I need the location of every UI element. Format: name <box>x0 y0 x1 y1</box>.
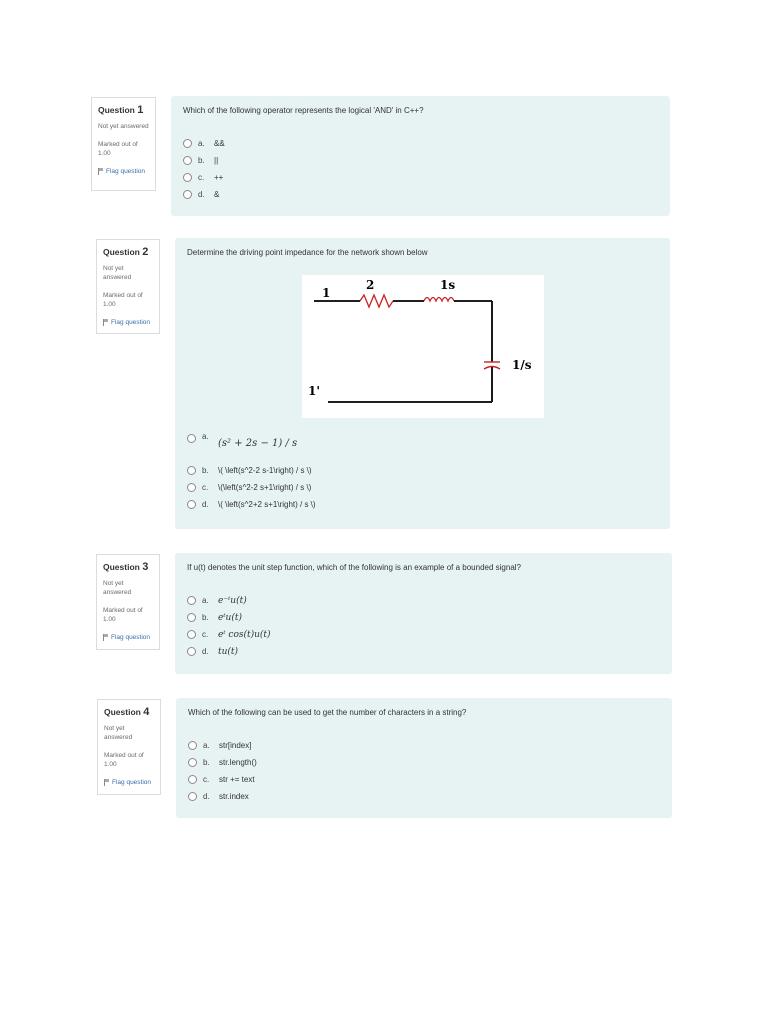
option-text: str += text <box>219 775 255 784</box>
node-label-1: 1 <box>322 286 331 300</box>
radio-button[interactable] <box>188 792 197 801</box>
question-content <box>171 96 670 216</box>
option-letter: a. <box>203 741 210 750</box>
question-number: Question 1 <box>98 104 144 116</box>
flag-label: Flag question <box>111 634 151 641</box>
option-text: \( \left(s^2-2 s-1\right) / s \) <box>218 466 312 475</box>
option-letter: d. <box>198 190 205 199</box>
option-letter: d. <box>203 792 210 801</box>
question-text: Which of the following operator represents the logical 'AND' in C++? <box>183 106 424 115</box>
answer-list <box>183 135 658 203</box>
capacitor-label: 1/s <box>512 358 532 372</box>
question-info <box>97 699 161 795</box>
option-letter: c. <box>203 775 210 784</box>
flag-label: Flag question <box>106 168 146 175</box>
option-text: str[index] <box>219 741 252 750</box>
answer-option-b[interactable] <box>188 754 660 771</box>
flag-icon <box>104 779 109 786</box>
answer-list <box>187 592 660 660</box>
option-text: eᵗu(t) <box>218 612 242 623</box>
radio-button[interactable] <box>183 190 192 199</box>
flag-label: Flag question <box>112 779 152 786</box>
radio-button[interactable] <box>183 156 192 165</box>
option-text: || <box>214 156 219 165</box>
option-text: ++ <box>214 173 224 182</box>
question-grade: Marked out of 1.00 <box>98 141 138 157</box>
flag-icon <box>98 168 103 175</box>
question-grade: Marked out of 1.00 <box>103 607 143 623</box>
answer-option-d[interactable] <box>183 186 658 203</box>
radio-button[interactable] <box>187 613 196 622</box>
option-letter: d. <box>202 500 209 509</box>
node-label-1-prime: 1' <box>308 384 321 398</box>
inductor-label: 1s <box>440 278 456 292</box>
answer-option-c[interactable] <box>188 771 660 788</box>
option-text: str.length() <box>219 758 257 767</box>
answer-option-c[interactable] <box>183 169 658 186</box>
option-text: \( \left(s^2+2 s+1\right) / s \) <box>218 500 316 509</box>
answer-option-a[interactable] <box>187 592 660 609</box>
answer-option-b[interactable] <box>183 152 658 169</box>
question-state: Not yet answered <box>98 123 149 130</box>
flag-question-link[interactable] <box>103 634 153 641</box>
flag-label: Flag question <box>111 319 151 326</box>
answer-option-d[interactable] <box>188 788 660 805</box>
answer-option-b[interactable] <box>187 609 660 626</box>
radio-button[interactable] <box>187 434 196 443</box>
question-content <box>175 238 670 529</box>
question-text: If u(t) denotes the unit step function, which of the following is an example of a bounded signal? <box>187 563 521 572</box>
answer-list <box>188 737 660 805</box>
option-letter: a. <box>198 139 205 148</box>
radio-button[interactable] <box>187 630 196 639</box>
option-letter: c. <box>202 483 209 492</box>
answer-option-c[interactable] <box>187 626 660 643</box>
flag-question-link[interactable] <box>104 779 154 786</box>
flag-question-link[interactable] <box>98 168 149 175</box>
option-text: \(\left(s^2-2 s+1\right) / s \) <box>218 483 312 492</box>
question-text: Which of the following can be used to get the number of characters in a string? <box>188 708 467 717</box>
answer-option-a[interactable] <box>188 737 660 754</box>
answer-option-d[interactable] <box>187 496 658 513</box>
radio-button[interactable] <box>183 139 192 148</box>
option-letter: d. <box>202 647 209 656</box>
question-info <box>96 239 160 334</box>
question-content <box>176 698 672 818</box>
question-number: Question 4 <box>104 706 150 718</box>
resistor-label: 2 <box>366 278 375 292</box>
option-text: str.index <box>219 792 249 801</box>
flag-icon <box>103 319 108 326</box>
option-letter: b. <box>202 466 209 475</box>
radio-button[interactable] <box>187 647 196 656</box>
radio-button[interactable] <box>187 483 196 492</box>
answer-list <box>187 432 658 513</box>
question-content <box>175 553 672 674</box>
option-text: e⁻ᵗu(t) <box>218 595 247 606</box>
radio-button[interactable] <box>183 173 192 182</box>
radio-button[interactable] <box>188 758 197 767</box>
question-info <box>91 97 156 191</box>
question-state: Not yet answered <box>104 725 133 741</box>
answer-option-c[interactable] <box>187 479 658 496</box>
flag-question-link[interactable] <box>103 319 153 326</box>
radio-button[interactable] <box>187 500 196 509</box>
radio-button[interactable] <box>187 596 196 605</box>
question-state: Not yet answered <box>103 580 132 596</box>
radio-button[interactable] <box>188 775 197 784</box>
option-text: eᵗ cos(t)u(t) <box>218 629 271 640</box>
option-text: (s² + 2s − 1) / s <box>218 438 298 449</box>
radio-button[interactable] <box>187 466 196 475</box>
question-number: Question 3 <box>103 561 149 573</box>
answer-option-a[interactable] <box>187 432 658 462</box>
option-text: && <box>214 139 225 148</box>
radio-button[interactable] <box>188 741 197 750</box>
option-letter: b. <box>198 156 205 165</box>
question-text: Determine the driving point impedance for the network shown below <box>187 248 428 257</box>
question-grade: Marked out of 1.00 <box>103 292 143 308</box>
option-text: & <box>214 190 220 199</box>
question-grade: Marked out of 1.00 <box>104 752 144 768</box>
answer-option-a[interactable] <box>183 135 658 152</box>
circuit-diagram <box>302 275 544 418</box>
circuit-background <box>302 275 544 418</box>
question-number: Question 2 <box>103 246 149 258</box>
question-info <box>96 554 160 650</box>
option-letter: c. <box>198 173 205 182</box>
option-letter: a. <box>202 432 209 441</box>
answer-option-b[interactable] <box>187 462 658 479</box>
option-letter: b. <box>203 758 210 767</box>
option-letter: a. <box>202 596 209 605</box>
flag-icon <box>103 634 108 641</box>
question-state: Not yet answered <box>103 265 132 281</box>
answer-option-d[interactable] <box>187 643 660 660</box>
option-letter: b. <box>202 613 209 622</box>
option-text: tu(t) <box>218 646 239 657</box>
option-letter: c. <box>202 630 209 639</box>
